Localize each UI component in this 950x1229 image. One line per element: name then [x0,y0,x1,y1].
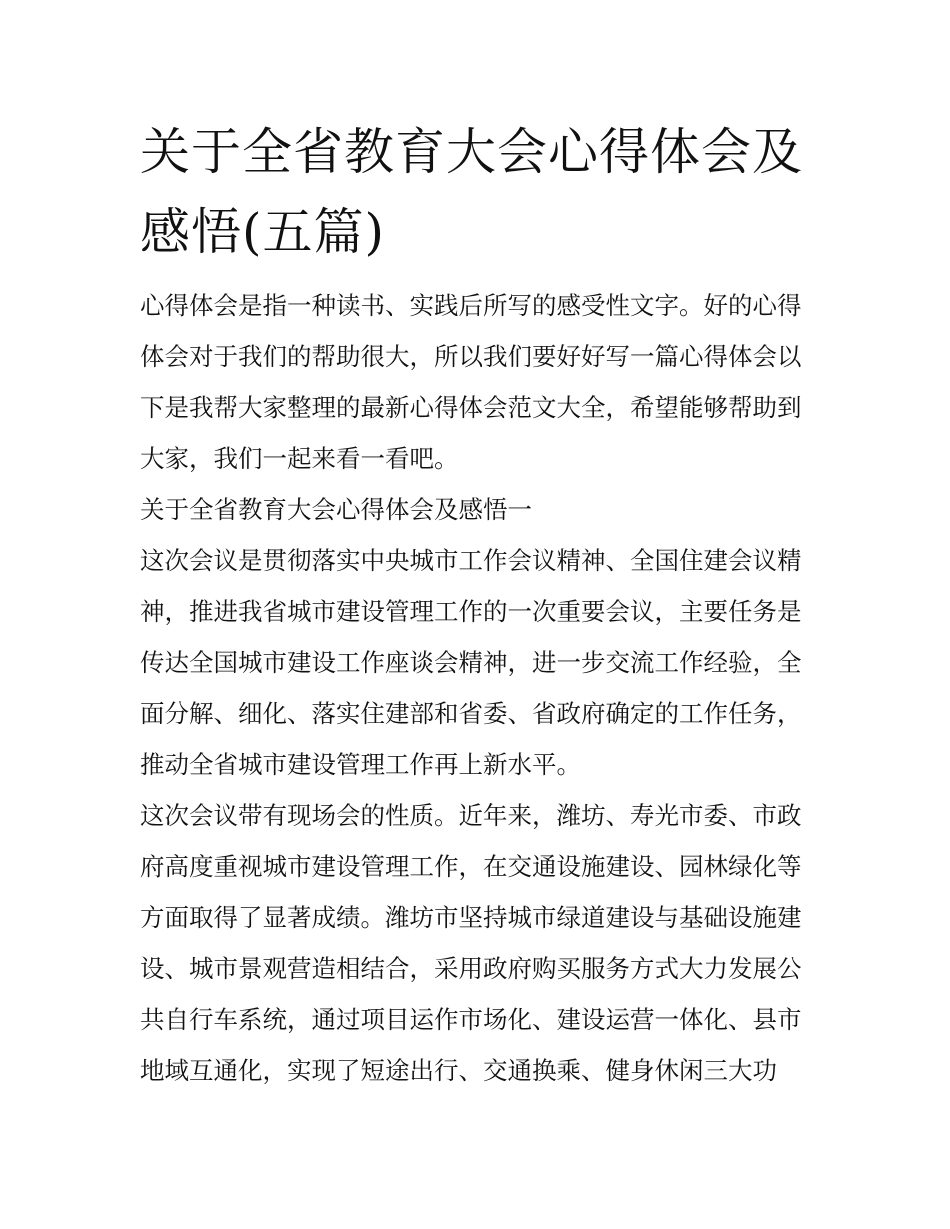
paragraph-line: 府高度重视城市建设管理工作，在交通设施建设、园林绿化等 [140,852,802,881]
paragraph-line: 这次会议是贯彻落实中央城市工作会议精神、全国住建会议精 [140,546,802,575]
document-body [140,280,820,1096]
paragraph-line: 地域互通化，实现了短途出行、交通换乘、健身休闲三大功 [140,1056,777,1085]
paragraph-line: 传达全国城市建设工作座谈会精神，进一步交流工作经验，全 [140,648,802,677]
intro-line: 心得体会是指一种读书、实践后所写的感受性文字。好的心得 [140,291,802,320]
paragraph-line: 这次会议带有现场会的性质。近年来，潍坊、寿光市委、市政 [140,801,802,830]
section-heading: 关于全省教育大会心得体会及感悟一 [140,495,532,524]
intro-line: 体会对于我们的帮助很大，所以我们要好好写一篇心得体会以 [140,342,802,371]
document-title [140,112,820,272]
title-line: 关于全省教育大会心得体会及 [140,123,803,181]
paragraph-line: 共自行车系统，通过项目运作市场化、建设运营一体化、县市 [140,1005,802,1034]
title-line: 感悟(五篇) [140,203,386,261]
intro-line: 下是我帮大家整理的最新心得体会范文大全，希望能够帮助到 [140,393,802,422]
intro-line: 大家，我们一起来看一看吧。 [140,444,459,473]
paragraph-line: 面分解、细化、落实住建部和省委、省政府确定的工作任务， [140,699,802,728]
paragraph-line: 神，推进我省城市建设管理工作的一次重要会议，主要任务是 [140,597,802,626]
paragraph-line: 推动全省城市建设管理工作再上新水平。 [140,750,581,779]
paragraph-line: 方面取得了显著成绩。潍坊市坚持城市绿道建设与基础设施建 [140,903,802,932]
paragraph-line: 设、城市景观营造相结合，采用政府购买服务方式大力发展公 [140,954,802,983]
